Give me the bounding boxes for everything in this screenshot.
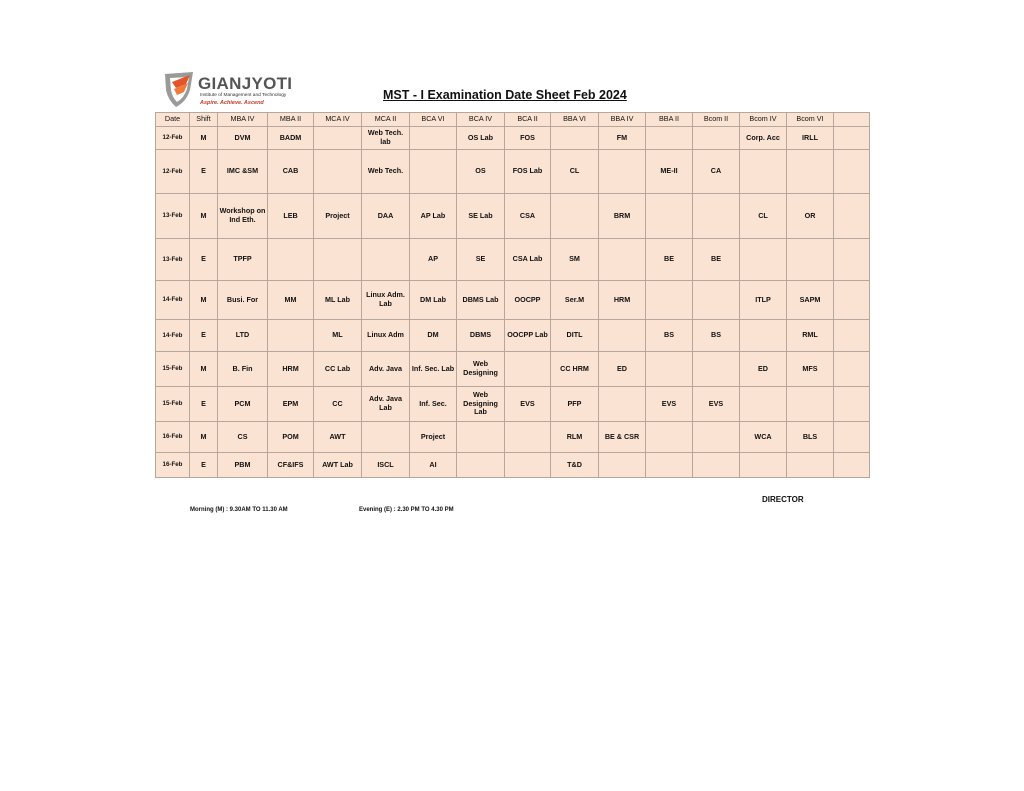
page-title: MST - I Examination Date Sheet Feb 2024 [383, 88, 627, 102]
table-cell: SE Lab [457, 194, 505, 239]
table-cell [693, 281, 740, 320]
table-cell: CSA Lab [505, 239, 551, 281]
table-cell [834, 239, 870, 281]
table-cell: LEB [268, 194, 314, 239]
table-cell: CS [218, 422, 268, 453]
table-cell: CSA [505, 194, 551, 239]
table-cell: PCM [218, 387, 268, 422]
table-cell: DM [410, 320, 457, 352]
column-header: Bcom II [693, 113, 740, 127]
table-cell [693, 352, 740, 387]
table-cell: CC Lab [314, 352, 362, 387]
table-cell: EPM [268, 387, 314, 422]
table-cell: Web Tech. [362, 150, 410, 194]
table-cell: EVS [646, 387, 693, 422]
table-cell: BADM [268, 127, 314, 150]
table-cell [410, 127, 457, 150]
date-cell: 14-Feb [156, 320, 190, 352]
date-cell: 16-Feb [156, 422, 190, 453]
table-cell: Web Designing [457, 352, 505, 387]
morning-timing: Morning (M) : 9.30AM TO 11.30 AM [190, 507, 288, 513]
table-cell: AP [410, 239, 457, 281]
table-cell [834, 352, 870, 387]
date-cell: 15-Feb [156, 387, 190, 422]
table-cell: IMC &SM [218, 150, 268, 194]
shift-cell: E [190, 453, 218, 478]
column-header: Date [156, 113, 190, 127]
date-cell: 13-Feb [156, 239, 190, 281]
table-row [156, 422, 870, 453]
table-cell [834, 320, 870, 352]
table-cell: EVS [693, 387, 740, 422]
table-cell: DBMS [457, 320, 505, 352]
table-cell: PBM [218, 453, 268, 478]
shift-cell: E [190, 387, 218, 422]
table-cell [646, 352, 693, 387]
table-cell [599, 239, 646, 281]
table-cell: DAA [362, 194, 410, 239]
table-cell: CC HRM [551, 352, 599, 387]
table-cell: EVS [505, 387, 551, 422]
table-cell: DVM [218, 127, 268, 150]
table-cell: SM [551, 239, 599, 281]
table-cell: MM [268, 281, 314, 320]
table-cell: FOS Lab [505, 150, 551, 194]
table-row [156, 453, 870, 478]
table-cell [834, 453, 870, 478]
table-cell: B. Fin [218, 352, 268, 387]
date-sheet-table [155, 112, 870, 478]
table-cell: ML [314, 320, 362, 352]
table-cell [740, 239, 787, 281]
evening-timing: Evening (E) : 2.30 PM TO 4.30 PM [359, 507, 454, 513]
table-cell: OS Lab [457, 127, 505, 150]
table-cell [268, 320, 314, 352]
table-cell [740, 320, 787, 352]
table-cell: AI [410, 453, 457, 478]
table-cell: CAB [268, 150, 314, 194]
table-cell: ED [740, 352, 787, 387]
shift-cell: M [190, 422, 218, 453]
table-cell [505, 422, 551, 453]
table-cell: Project [410, 422, 457, 453]
column-header: BBA II [646, 113, 693, 127]
table-cell: AWT Lab [314, 453, 362, 478]
table-cell [362, 422, 410, 453]
table-cell: CL [551, 150, 599, 194]
table-cell [362, 239, 410, 281]
table-cell: BS [646, 320, 693, 352]
table-cell [693, 422, 740, 453]
table-row [156, 150, 870, 194]
shift-cell: E [190, 150, 218, 194]
column-header: BCA II [505, 113, 551, 127]
table-cell [646, 453, 693, 478]
logo-brand [198, 74, 292, 94]
table-cell [314, 239, 362, 281]
table-row [156, 352, 870, 387]
column-header: MCA II [362, 113, 410, 127]
table-cell: BS [693, 320, 740, 352]
column-header: MCA IV [314, 113, 362, 127]
shift-cell: M [190, 281, 218, 320]
table-cell: LTD [218, 320, 268, 352]
date-cell: 12-Feb [156, 127, 190, 150]
table-cell: CA [693, 150, 740, 194]
table-header-row [156, 113, 870, 127]
table-row [156, 239, 870, 281]
table-cell: RML [787, 320, 834, 352]
shift-cell: M [190, 194, 218, 239]
table-row [156, 281, 870, 320]
table-cell [599, 320, 646, 352]
table-cell [551, 194, 599, 239]
table-cell [787, 453, 834, 478]
logo-brand-text: GIANJYOTI [198, 74, 293, 93]
table-row [156, 387, 870, 422]
table-cell: AP Lab [410, 194, 457, 239]
column-header: BBA IV [599, 113, 646, 127]
table-row [156, 194, 870, 239]
table-cell [505, 352, 551, 387]
table-cell: Linux Adm [362, 320, 410, 352]
table-cell: Inf. Sec. Lab [410, 352, 457, 387]
logo-tagline: Aspire. Achieve. Ascend [200, 100, 264, 106]
table-cell [693, 194, 740, 239]
table-cell: ED [599, 352, 646, 387]
table-cell: OS [457, 150, 505, 194]
table-cell [599, 150, 646, 194]
table-cell: FM [599, 127, 646, 150]
column-header: BBA VI [551, 113, 599, 127]
column-header: Bcom VI [787, 113, 834, 127]
table-cell [740, 453, 787, 478]
table-cell [646, 422, 693, 453]
table-cell: TPFP [218, 239, 268, 281]
table-cell: Workshop on Ind Eth. [218, 194, 268, 239]
date-cell: 16-Feb [156, 453, 190, 478]
table-cell: BLS [787, 422, 834, 453]
table-cell: OR [787, 194, 834, 239]
column-header: BCA VI [410, 113, 457, 127]
table-row [156, 127, 870, 150]
table-cell [457, 422, 505, 453]
table-cell: Web Tech. lab [362, 127, 410, 150]
table-cell [314, 127, 362, 150]
table-cell: CF&IFS [268, 453, 314, 478]
table-cell [599, 453, 646, 478]
date-cell: 15-Feb [156, 352, 190, 387]
table-cell: ME-II [646, 150, 693, 194]
table-cell [505, 453, 551, 478]
column-header: MBA II [268, 113, 314, 127]
institute-logo [162, 70, 297, 110]
table-cell: CC [314, 387, 362, 422]
table-row [156, 320, 870, 352]
table-cell [834, 422, 870, 453]
table-cell: FOS [505, 127, 551, 150]
table-cell: POM [268, 422, 314, 453]
table-cell [410, 150, 457, 194]
table-cell: BRM [599, 194, 646, 239]
table-cell [834, 387, 870, 422]
table-cell: OOCPP Lab [505, 320, 551, 352]
table-cell [787, 239, 834, 281]
table-cell [268, 239, 314, 281]
table-cell: AWT [314, 422, 362, 453]
table-cell: SE [457, 239, 505, 281]
table-cell: ISCL [362, 453, 410, 478]
table-cell [834, 281, 870, 320]
table-cell: WCA [740, 422, 787, 453]
table-cell: Adv. Java [362, 352, 410, 387]
table-cell: PFP [551, 387, 599, 422]
table-cell: BE [693, 239, 740, 281]
table-cell [834, 194, 870, 239]
table-cell: DBMS Lab [457, 281, 505, 320]
table-cell [457, 453, 505, 478]
table-cell [834, 150, 870, 194]
column-header: Shift [190, 113, 218, 127]
table-cell: Busi. For [218, 281, 268, 320]
table-cell [834, 127, 870, 150]
table-cell: BE [646, 239, 693, 281]
table-cell: MFS [787, 352, 834, 387]
table-cell [314, 150, 362, 194]
table-cell: Inf. Sec. [410, 387, 457, 422]
table-cell [740, 387, 787, 422]
table-cell [646, 127, 693, 150]
table-cell: HRM [599, 281, 646, 320]
shift-cell: E [190, 320, 218, 352]
table-cell: Corp. Acc [740, 127, 787, 150]
shield-logo-icon [162, 70, 196, 108]
shift-cell: E [190, 239, 218, 281]
table-cell: RLM [551, 422, 599, 453]
table-cell: OOCPP [505, 281, 551, 320]
logo-subtitle: Institute of Management and Technology [200, 93, 287, 98]
table-cell [646, 194, 693, 239]
date-cell: 14-Feb [156, 281, 190, 320]
table-cell: ITLP [740, 281, 787, 320]
table-cell: DITL [551, 320, 599, 352]
shift-cell: M [190, 352, 218, 387]
director-label: DIRECTOR [762, 495, 804, 504]
column-header: Bcom IV [740, 113, 787, 127]
table-cell: Linux Adm. Lab [362, 281, 410, 320]
table-cell: IRLL [787, 127, 834, 150]
table-cell: Adv. Java Lab [362, 387, 410, 422]
date-cell: 13-Feb [156, 194, 190, 239]
table-cell: Ser.M [551, 281, 599, 320]
column-header: MBA IV [218, 113, 268, 127]
table-cell [551, 127, 599, 150]
table-cell [787, 387, 834, 422]
table-cell: DM Lab [410, 281, 457, 320]
table-cell [646, 281, 693, 320]
column-header: BCA IV [457, 113, 505, 127]
table-cell [787, 150, 834, 194]
table-cell: SAPM [787, 281, 834, 320]
table-cell: Web Designing Lab [457, 387, 505, 422]
table-cell: Project [314, 194, 362, 239]
date-cell: 12-Feb [156, 150, 190, 194]
table-cell [693, 453, 740, 478]
column-header [834, 113, 870, 127]
table-cell: ML Lab [314, 281, 362, 320]
shift-cell: M [190, 127, 218, 150]
table-cell: T&D [551, 453, 599, 478]
table-cell [693, 127, 740, 150]
table-body [156, 127, 870, 478]
table-cell [740, 150, 787, 194]
table-cell: CL [740, 194, 787, 239]
table-cell: HRM [268, 352, 314, 387]
table-cell [599, 387, 646, 422]
table-cell: BE & CSR [599, 422, 646, 453]
